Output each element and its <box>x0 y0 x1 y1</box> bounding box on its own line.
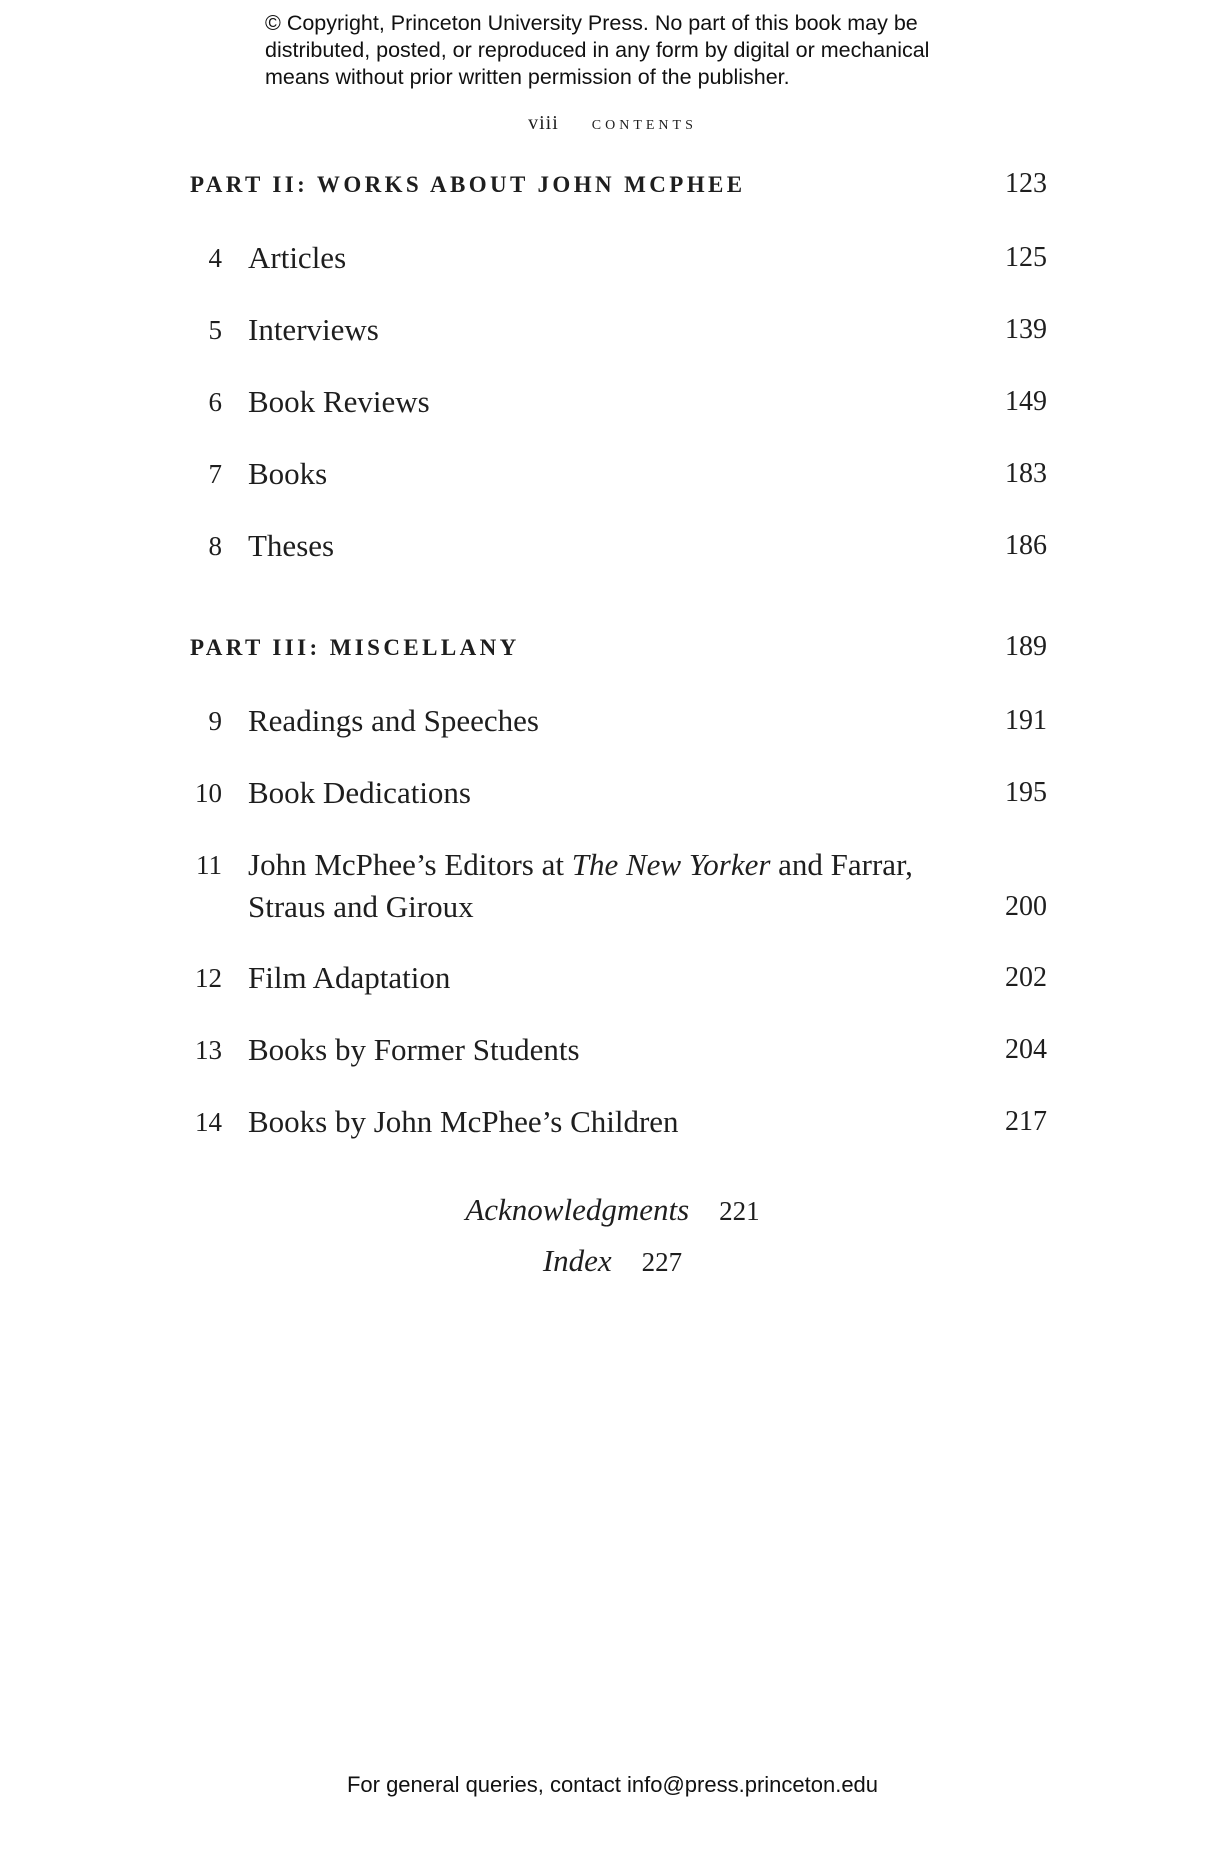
page-folio: viii <box>528 112 559 134</box>
chapter-page-number: 217 <box>1005 1106 1047 1137</box>
chapter-page-number: 186 <box>1005 530 1047 561</box>
chapter-title-post: and Farrar, <box>770 847 913 882</box>
chapter-title: Interviews <box>248 312 379 347</box>
part-heading-2 <box>190 168 1047 200</box>
back-matter-index <box>0 1243 1225 1279</box>
chapter-title: Books by Former Students <box>248 1032 580 1067</box>
chapter-page-number: 202 <box>1005 962 1047 993</box>
copyright-line-2: distributed, posted, or reproduced in any form by digital or mechanical <box>265 38 930 62</box>
chapter-title: Book Reviews <box>248 384 430 419</box>
chapter-title-pre: John McPhee’s Editors at <box>248 847 572 882</box>
back-matter-page: 221 <box>719 1196 760 1226</box>
back-matter-title: Acknowledgments <box>465 1192 690 1227</box>
chapter-number: 4 <box>208 243 222 273</box>
part-page-number: 123 <box>1005 168 1047 199</box>
chapter-number: 10 <box>195 778 222 808</box>
back-matter-page: 227 <box>641 1247 683 1277</box>
part-heading-3 <box>190 631 1047 663</box>
chapter-title-italic: The New Yorker <box>571 847 771 882</box>
chapter-page-number: 125 <box>1005 242 1047 273</box>
chapter-page-number: 149 <box>1005 386 1047 417</box>
chapter-number: 12 <box>195 963 222 993</box>
copyright-notice <box>265 10 985 91</box>
chapter-number: 6 <box>208 387 222 417</box>
chapter-title-line-2: Straus and Giroux <box>248 889 474 924</box>
back-matter-acknowledgments <box>0 1192 1225 1228</box>
copyright-line-3: means without prior written permission of the publisher. <box>265 65 790 89</box>
chapter-title: Film Adaptation <box>248 960 451 995</box>
chapter-page-number: 195 <box>1005 777 1047 808</box>
chapter-title <box>248 844 948 886</box>
chapter-title: Books <box>248 456 328 491</box>
toc-entry <box>190 844 1047 928</box>
back-matter-title: Index <box>542 1243 612 1278</box>
running-head-section: contents <box>591 112 697 134</box>
chapter-number: 9 <box>208 706 222 736</box>
chapter-page-number: 183 <box>1005 458 1047 489</box>
chapter-number: 7 <box>208 459 222 489</box>
chapter-page-number: 200 <box>1005 891 1047 922</box>
chapter-page-number: 139 <box>1005 314 1047 345</box>
chapter-number: 11 <box>196 850 222 880</box>
copyright-line-1: © Copyright, Princeton University Press. No part of this book may be <box>265 11 918 35</box>
running-head <box>0 112 1225 135</box>
chapter-title: Articles <box>248 240 347 275</box>
part-page-number: 189 <box>1005 631 1047 662</box>
chapter-title: Readings and Speeches <box>248 703 539 738</box>
chapter-title: Book Dedications <box>248 775 471 810</box>
chapter-title: Books by John McPhee’s Children <box>248 1104 679 1139</box>
chapter-number: 8 <box>208 531 222 561</box>
part-title: PART III: MISCELLANY <box>190 635 520 660</box>
part-title: PART II: WORKS ABOUT JOHN MCPHEE <box>190 172 746 197</box>
chapter-number: 13 <box>195 1035 222 1065</box>
chapter-title: Theses <box>248 528 335 563</box>
chapter-page-number: 204 <box>1005 1034 1047 1065</box>
footer-contact: For general queries, contact info@press.princeton.edu <box>346 1772 879 1797</box>
chapter-page-number: 191 <box>1005 705 1047 736</box>
chapter-number: 5 <box>208 315 222 345</box>
chapter-number: 14 <box>195 1107 222 1137</box>
